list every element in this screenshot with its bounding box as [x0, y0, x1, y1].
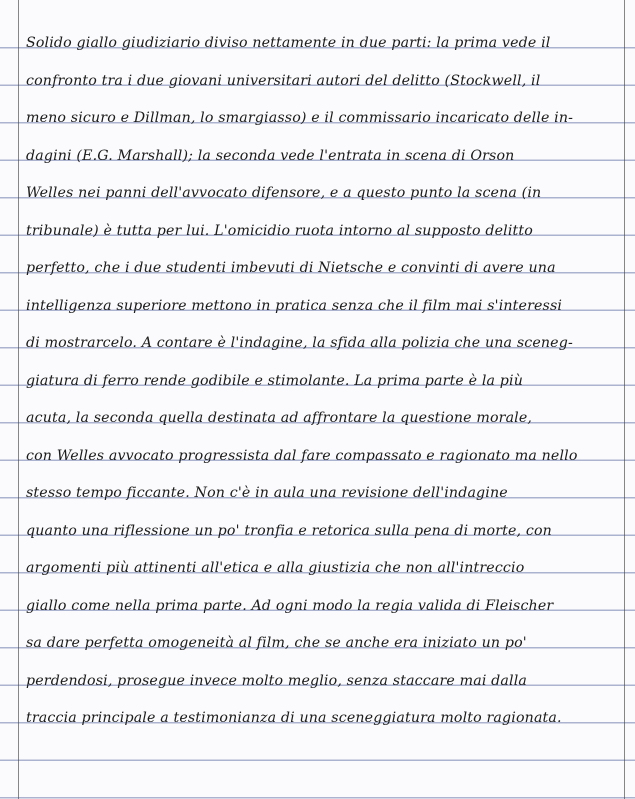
handwritten-line: perdendosi, prosegue invece molto meglio, senza staccare mai dalla — [26, 672, 528, 689]
handwritten-line: traccia principale a testimonianza di una sceneggiatura molto ragionata. — [26, 710, 562, 726]
handwritten-line: sa dare perfetta omogeneità al film, che se anche era iniziato un po' — [26, 635, 527, 651]
handwritten-text-block — [26, 29, 620, 742]
right-margin-line — [624, 0, 625, 799]
handwritten-line: quanto una riflessione un po' tronfia e retorica sulla pena di morte, con — [26, 522, 552, 539]
handwritten-line: giallo come nella prima parte. Ad ogni modo la regia valida di Fleischer — [26, 597, 554, 614]
left-margin-line — [18, 0, 19, 799]
handwritten-line: acuta, la seconda quella destinata ad affrontare la questione morale, — [26, 410, 533, 426]
handwritten-line: dagini (E.G. Marshall); la seconda vede l'entrata in scena di Orson — [26, 147, 515, 164]
handwritten-line: Solido giallo giudiziario diviso nettamente in due parti: la prima vede il — [26, 35, 551, 51]
handwritten-line: tribunale) è tutta per lui. L'omicidio ruota intorno al supposto delitto — [26, 222, 533, 239]
handwritten-line: con Welles avvocato progressista dal fare compassato e ragionato ma nello — [26, 447, 578, 464]
handwritten-line: meno sicuro e Dillman, lo smargiasso) e il commissario incaricato delle in- — [26, 110, 574, 126]
handwritten-line: perfetto, che i due studenti imbevuti di Nietsche e convinti di avere una — [26, 260, 556, 276]
handwritten-line: argomenti più attinenti all'etica e alla giustizia che non all'intreccio — [26, 560, 525, 576]
handwritten-line: Welles nei panni dell'avvocato difensore, e a questo punto la scena (in — [26, 185, 542, 201]
handwritten-line: giatura di ferro rende godibile e stimolante. La prima parte è la più — [26, 372, 523, 389]
handwritten-line: intelligenza superiore mettono in pratica senza che il film mai s'interessi — [26, 297, 563, 314]
handwritten-line: confronto tra i due giovani universitari autori del delitto (Stockwell, il — [26, 72, 541, 89]
handwritten-line: stesso tempo ficcante. Non c'è in aula una revisione dell'indagine — [26, 485, 508, 501]
handwritten-line: di mostrarcelo. A contare è l'indagine, la sfida alla polizia che una sceneg- — [26, 335, 573, 351]
